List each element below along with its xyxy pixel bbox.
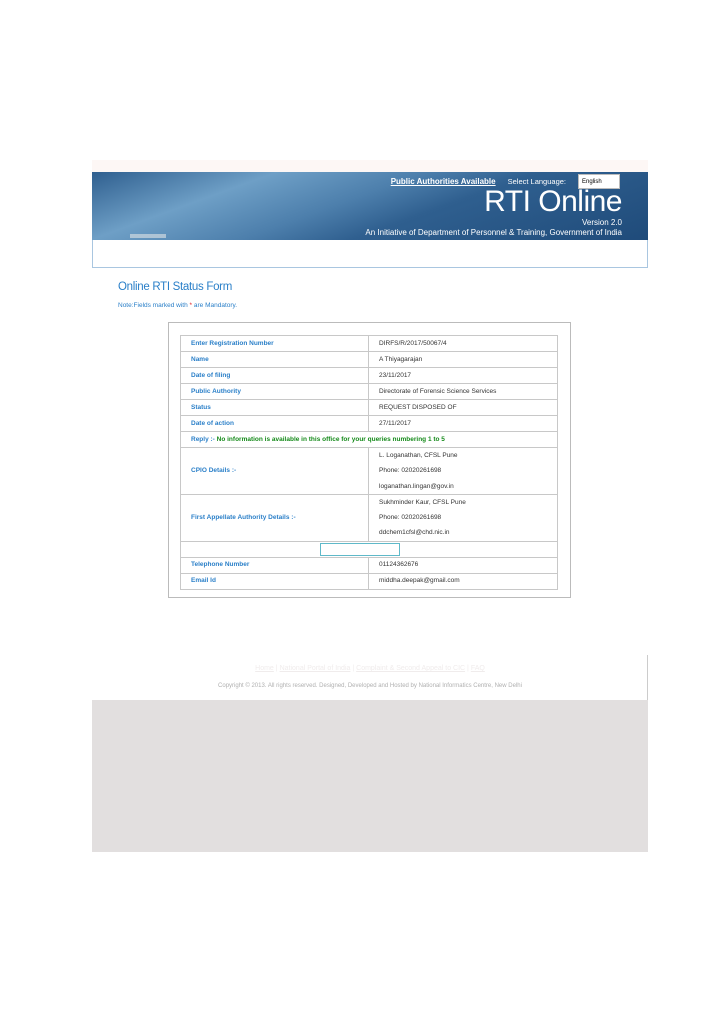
footer-link-complaint-cic[interactable]: Complaint & Second Appeal to CIC bbox=[356, 665, 466, 672]
version-label: Version 2.0 bbox=[581, 218, 622, 227]
logo-icon bbox=[130, 234, 166, 238]
header-banner bbox=[92, 172, 648, 240]
note-suffix: are Mandatory. bbox=[192, 302, 238, 309]
cpio-email: loganathan.lingan@gov.in bbox=[379, 482, 454, 490]
reply-prefix: Reply :- bbox=[191, 435, 217, 443]
row-label: Name bbox=[181, 352, 369, 368]
row-value: REQUEST DISPOSED OF bbox=[369, 400, 558, 416]
faa-label: First Appellate Authority Details :- bbox=[181, 494, 369, 541]
faa-row bbox=[181, 494, 558, 541]
faa-details bbox=[369, 494, 558, 541]
copyright-text: Copyright © 2013. All rights reserved. Designed, Developed and Hosted by National Informatics Centre, New Delhi bbox=[218, 683, 522, 689]
footer-link-national-portal[interactable]: National Portal of India bbox=[279, 665, 351, 672]
row-label: Telephone Number bbox=[181, 557, 369, 573]
table-row bbox=[181, 336, 558, 352]
row-value: 01124362676 bbox=[369, 557, 558, 573]
table-row bbox=[181, 368, 558, 384]
language-select[interactable]: English bbox=[578, 174, 620, 189]
status-form-box bbox=[168, 322, 571, 598]
empty-input-field[interactable] bbox=[320, 543, 400, 556]
footer-background bbox=[92, 700, 648, 852]
initiative-text: An Initiative of Department of Personnel & Training, Government of India bbox=[365, 228, 622, 237]
reply-cell bbox=[181, 432, 558, 448]
separator: | bbox=[352, 665, 355, 672]
row-value: 27/11/2017 bbox=[369, 416, 558, 432]
cpio-label: CPIO Details :- bbox=[181, 448, 369, 495]
row-label: Email Id bbox=[181, 573, 369, 589]
table-row bbox=[181, 557, 558, 573]
select-language-label: Select Language: bbox=[507, 176, 566, 186]
cpio-phone: Phone: 02020261698 bbox=[379, 467, 442, 475]
cpio-row bbox=[181, 448, 558, 495]
status-table bbox=[180, 335, 558, 590]
row-value: 23/11/2017 bbox=[369, 368, 558, 384]
row-label: Enter Registration Number bbox=[181, 336, 369, 352]
captcha-row bbox=[181, 541, 558, 557]
row-label: Date of filing bbox=[181, 368, 369, 384]
footer-link-home[interactable]: Home bbox=[255, 665, 274, 672]
top-strip bbox=[92, 160, 648, 172]
separator: | bbox=[275, 665, 278, 672]
faa-email: ddchem1cfsl@chd.nic.in bbox=[379, 529, 450, 537]
footer-link-faq[interactable]: FAQ bbox=[470, 665, 485, 672]
table-row bbox=[181, 352, 558, 368]
faa-name: Sukhminder Kaur, CFSL Pune bbox=[379, 498, 466, 506]
page-title: Online RTI Status Form bbox=[118, 281, 232, 293]
cpio-name: L. Loganathan, CFSL Pune bbox=[379, 452, 458, 459]
row-value: DIRFS/R/2017/50067/4 bbox=[369, 336, 558, 352]
navigation-bar bbox=[92, 240, 648, 268]
cpio-details bbox=[369, 448, 558, 495]
row-value: Directorate of Forensic Science Services bbox=[369, 384, 558, 400]
mandatory-note bbox=[118, 302, 237, 310]
page-container bbox=[92, 160, 648, 852]
public-authorities-link[interactable]: Public Authorities Available bbox=[390, 176, 496, 186]
row-label: Public Authority bbox=[181, 384, 369, 400]
footer-links bbox=[92, 664, 648, 673]
table-row bbox=[181, 416, 558, 432]
divider bbox=[647, 655, 648, 700]
table-row bbox=[181, 400, 558, 416]
separator: | bbox=[467, 665, 469, 672]
brand-title: RTI Online bbox=[484, 185, 622, 218]
reply-row bbox=[181, 432, 558, 448]
table-row bbox=[181, 573, 558, 589]
captcha-cell bbox=[181, 541, 558, 557]
row-value: A Thiyagarajan bbox=[369, 352, 558, 368]
required-star-icon: * bbox=[189, 302, 193, 309]
note-prefix: Note:Fields marked with bbox=[118, 302, 190, 309]
table-row bbox=[181, 384, 558, 400]
row-value: middha.deepak@gmail.com bbox=[369, 573, 558, 589]
row-label: Date of action bbox=[181, 416, 369, 432]
reply-text: No information is available in this office for your queries numbering 1 to 5 bbox=[216, 435, 445, 443]
faa-phone: Phone: 02020261698 bbox=[379, 514, 442, 522]
row-label: Status bbox=[181, 400, 369, 416]
